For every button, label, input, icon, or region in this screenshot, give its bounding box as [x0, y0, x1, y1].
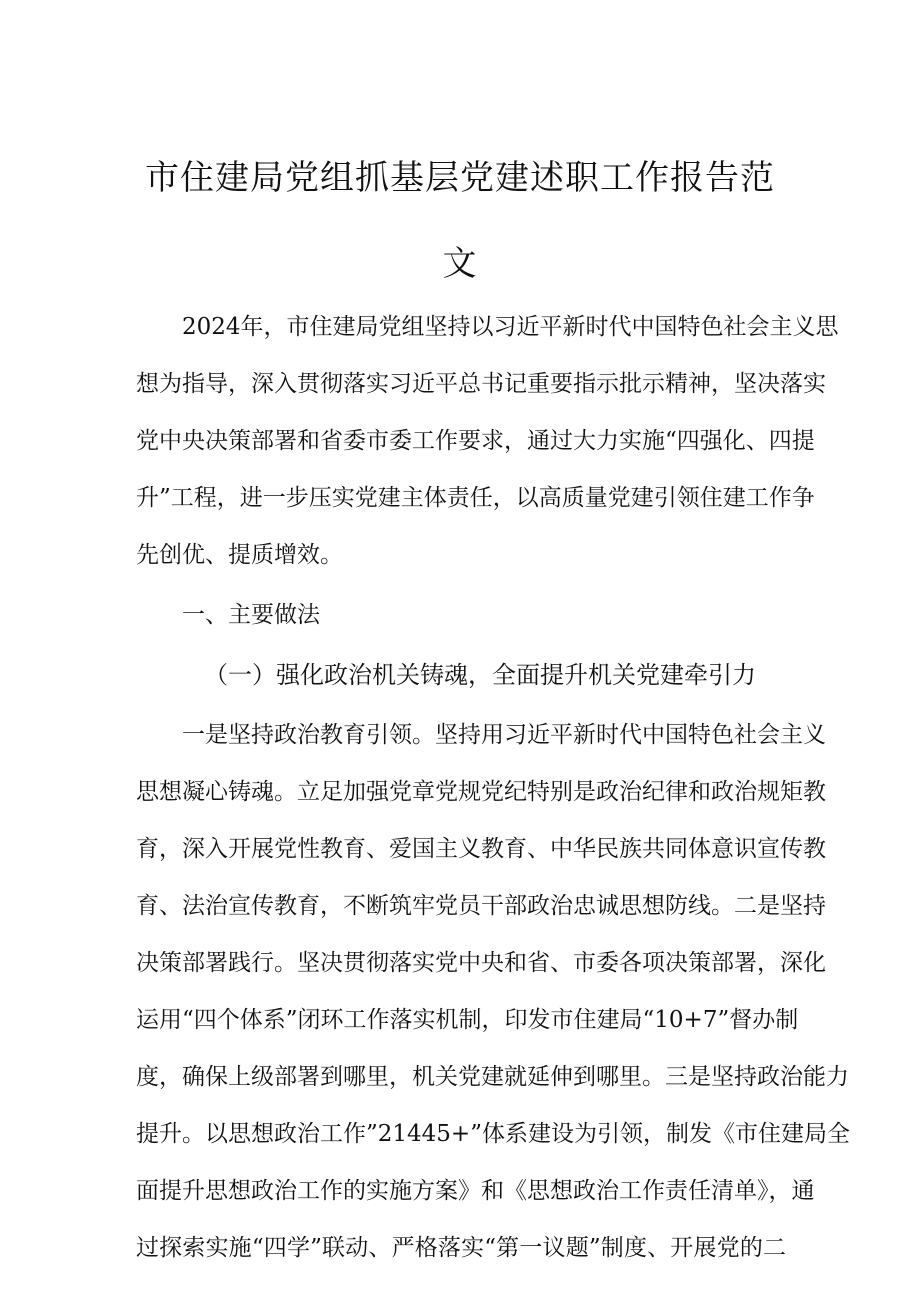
intro-line: 党中央决策部署和省委市委工作要求，通过大力实施“四强化、四提 [136, 428, 815, 454]
intro-line: 想为指导，深入贯彻落实习近平总书记重要指示批示精神，坚决落实 [136, 371, 826, 397]
intro-line: 升”工程，进一步压实党建主体责任，以高质量党建引领住建工作争 [136, 485, 815, 511]
body-line: 思想凝心铸魂。立足加强党章党规党纪特别是政治纪律和政治规矩教 [136, 779, 826, 805]
intro-line: 先创优、提质增效。 [136, 542, 343, 568]
body-line: 过探索实施“四学”联动、严格落实“第一议题”制度、开展党的二 [136, 1235, 786, 1261]
subsection-heading: （一）强化政治机关铸魂，全面提升机关党建牵引力 [204, 661, 756, 689]
body-line: 育、法治宣传教育，不断筑牢党员干部政治忠诚思想防线。二是坚持 [136, 893, 826, 919]
body-line: 提升。以思想政治工作”21445+”体系建设为引领，制发《市住建局全 [136, 1121, 850, 1147]
body-line: 运用“四个体系”闭环工作落实机制，印发市住建局“10+7”督办制 [136, 1007, 799, 1033]
body-line: 育，深入开展党性教育、爱国主义教育、中华民族共同体意识宣传教 [136, 836, 826, 862]
document-title-line-2: 文 [442, 244, 478, 284]
body-line: 度，确保上级部署到哪里，机关党建就延伸到哪里。三是坚持政治能力 [136, 1064, 849, 1090]
body-line: 决策部署践行。坚决贯彻落实党中央和省、市委各项决策部署，深化 [136, 950, 826, 976]
document-title-line-1: 市住建局党组抓基层党建述职工作报告范 [145, 158, 775, 198]
section-heading: 一、主要做法 [182, 602, 320, 628]
body-line: 一是坚持政治教育引领。坚持用习近平新时代中国特色社会主义 [182, 722, 826, 748]
intro-line: 2024年，市住建局党组坚持以习近平新时代中国特色社会主义思 [182, 314, 839, 340]
body-line: 面提升思想政治工作的实施方案》和《思想政治工作责任清单》，通 [136, 1178, 815, 1204]
